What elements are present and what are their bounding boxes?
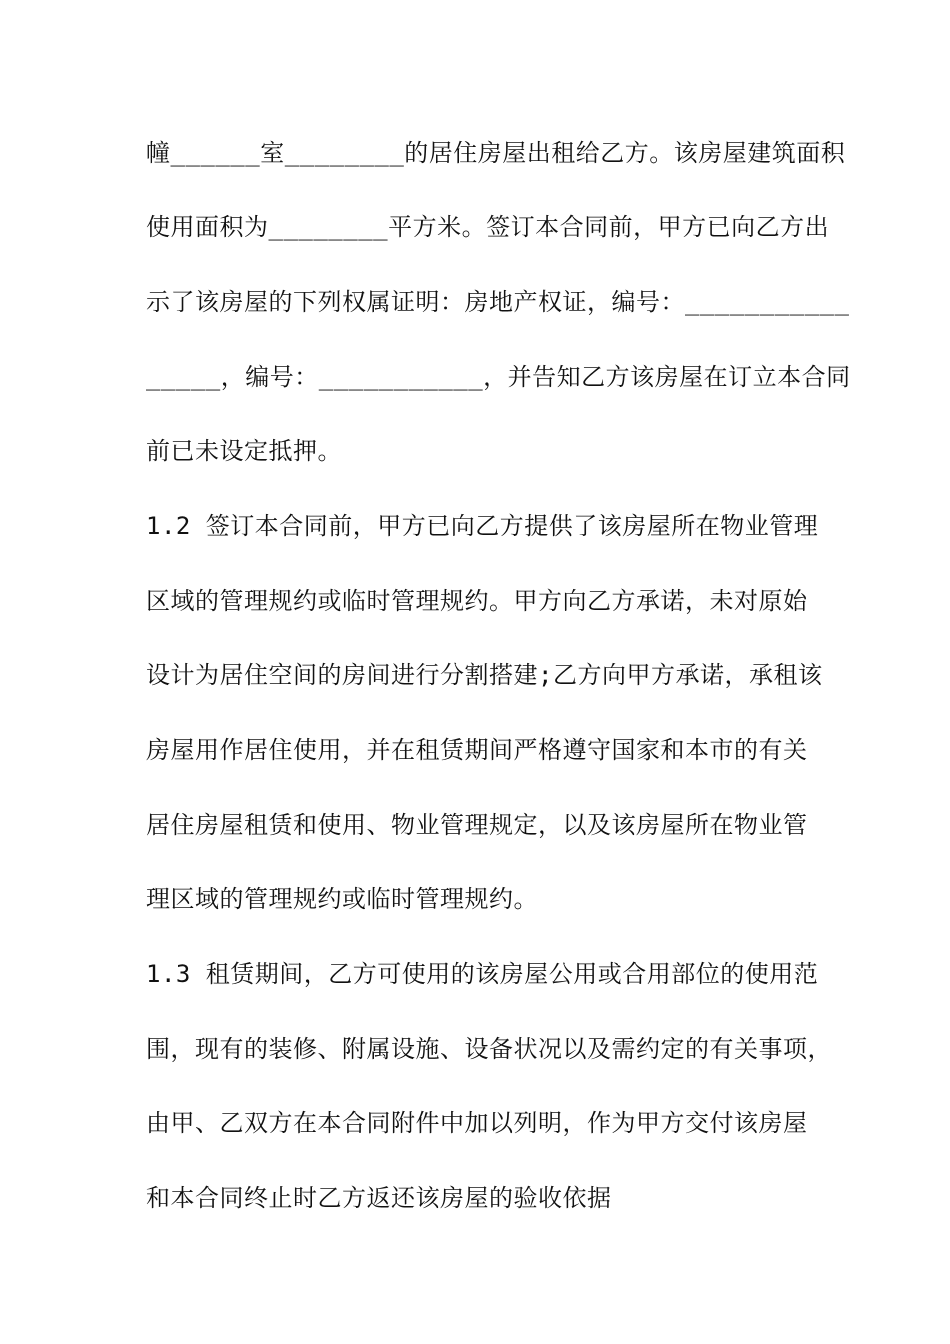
text-line: 前已未设定抵押。: [146, 437, 342, 465]
text-line: 和本合同终止时乙方返还该房屋的验收依据: [146, 1184, 612, 1212]
text-line: 理区域的管理规约或临时管理规约。: [146, 885, 538, 913]
text-line: 幢______室________的居住房屋出租给乙方。该房屋建筑面积: [146, 139, 846, 167]
text-line: _____，编号：___________，并告知乙方该房屋在订立本合同: [146, 363, 851, 391]
text-line: 使用面积为________平方米。签订本合同前，甲方已向乙方出: [146, 213, 830, 241]
text-line: 区域的管理规约或临时管理规约。甲方向乙方承诺，未对原始: [146, 587, 808, 615]
text-line: 房屋用作居住使用，并在租赁期间严格遵守国家和本市的有关: [146, 736, 808, 764]
clause-1-2-start: 1.2 签订本合同前，甲方已向乙方提供了该房屋所在物业管理: [146, 512, 819, 540]
text-line: 居住房屋租赁和使用、物业管理规定，以及该房屋所在物业管: [146, 811, 808, 839]
clause-1-3-start: 1.3 租赁期间，乙方可使用的该房屋公用或合用部位的使用范: [146, 960, 819, 988]
text-line: 围，现有的装修、附属设施、设备状况以及需约定的有关事项，: [146, 1035, 832, 1063]
text-line: 示了该房屋的下列权属证明：房地产权证，编号：___________: [146, 288, 850, 316]
text-line: 设计为居住空间的房间进行分割搭建;乙方向甲方承诺，承租该: [146, 661, 823, 689]
text-line: 由甲、乙双方在本合同附件中加以列明，作为甲方交付该房屋: [146, 1109, 808, 1137]
